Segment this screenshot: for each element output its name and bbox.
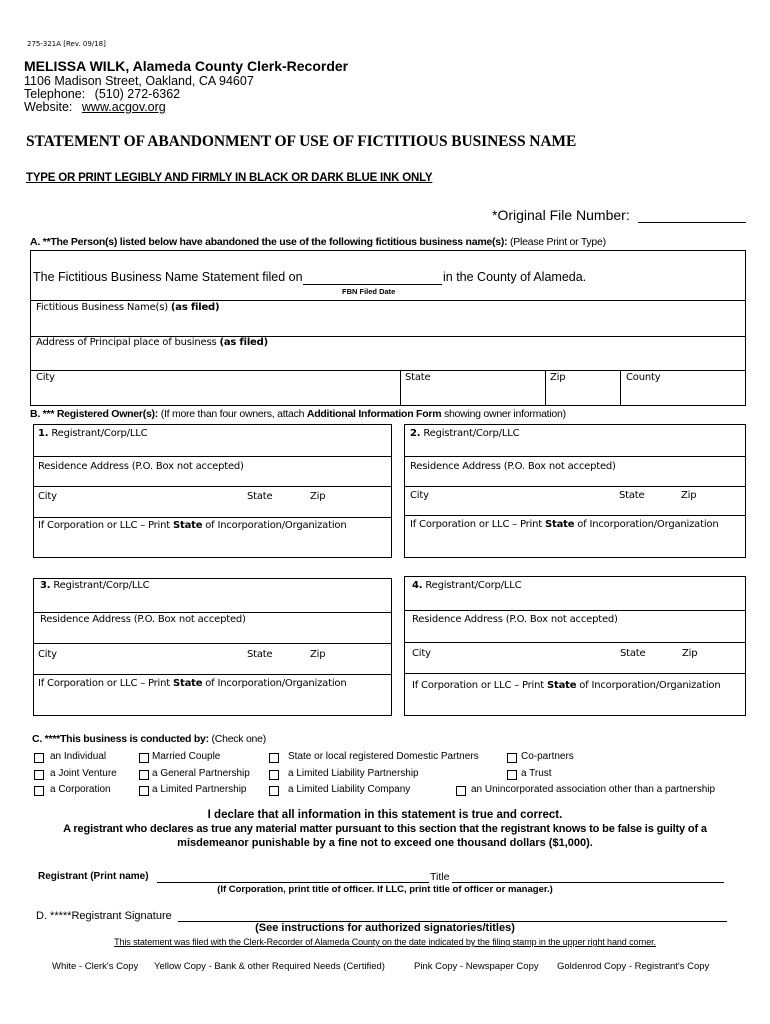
office-name: MELISSA WILK, Alameda County Clerk-Recorder — [24, 58, 349, 74]
registrant-4-box — [404, 576, 746, 716]
option-corporation: a Corporation — [50, 784, 111, 795]
option-trust: a Trust — [521, 768, 552, 779]
a-county-label: County — [626, 372, 661, 383]
declaration-line-2: A registrant who declares as true any material matter pursuant to this section that the registrant knows to be false is guilty of a — [63, 823, 707, 835]
section-c-note: (Check one) — [211, 733, 266, 745]
fbn-filed-date-caption: FBN Filed Date — [342, 287, 396, 296]
checkbox-joint-venture[interactable] — [34, 770, 44, 780]
declaration-line-3: misdemeanor punishable by a fine not to exceed one thousand dollars ($1,000). — [177, 837, 593, 849]
office-address: 1106 Madison Street, Oakland, CA 94607 — [24, 74, 254, 88]
original-file-number-field[interactable] — [638, 222, 746, 223]
title-note: (If Corporation, print title of officer. If LLC, print title of officer or manager.) — [217, 884, 553, 895]
telephone-label: Telephone: — [24, 87, 86, 101]
registrant-1-residence: Residence Address (P.O. Box not accepted) — [38, 461, 244, 472]
registrant-2-city: City — [410, 490, 429, 501]
ink-instruction: TYPE OR PRINT LEGIBLY AND FIRMLY IN BLACK OR DARK BLUE INK ONLY — [26, 172, 433, 184]
registrant-4-corp-state: If Corporation or LLC – Print State of Incorporation/Organization — [412, 680, 721, 691]
section-c-title: C. ****This business is conducted by: — [32, 733, 209, 745]
office-website — [24, 100, 166, 114]
registrant-3-label: 3. Registrant/Corp/LLC — [40, 580, 150, 591]
registrant-3-state: State — [247, 649, 273, 660]
copy-yellow: Yellow Copy - Bank & other Required Needs (Certified) — [154, 961, 385, 972]
checkbox-general-partnership[interactable] — [139, 770, 149, 780]
option-llp: a Limited Liability Partnership — [288, 768, 419, 779]
filed-note: This statement was filed with the Clerk-Recorder of Alameda County on the date indicated by the filing stamp in the upper right hand corner. — [114, 937, 656, 947]
section-c-heading — [32, 733, 266, 745]
registrant-print-name-field[interactable] — [157, 882, 429, 883]
registrant-3-residence: Residence Address (P.O. Box not accepted) — [40, 614, 246, 625]
section-a-title: A. **The Person(s) listed below have abandoned the use of the following fictitious business name(s): — [30, 236, 508, 248]
form-id: 275-321A [Rev. 09/18] — [27, 40, 106, 48]
checkbox-married-couple[interactable] — [139, 753, 149, 763]
option-married-couple: Married Couple — [152, 751, 221, 762]
checkbox-individual[interactable] — [34, 753, 44, 763]
a-zip-label: Zip — [550, 372, 566, 383]
option-unincorporated-association: an Unincorporated association other than a partnership — [471, 784, 716, 795]
option-limited-partnership: a Limited Partnership — [152, 784, 247, 795]
registrant-3-corp-state: If Corporation or LLC – Print State of Incorporation/Organization — [38, 678, 347, 689]
registrant-3-city: City — [38, 649, 57, 660]
registrant-2-corp-state: If Corporation or LLC – Print State of Incorporation/Organization — [410, 519, 719, 530]
title-label: Title — [430, 871, 450, 883]
registrant-3-zip: Zip — [310, 649, 326, 660]
section-a-heading — [30, 236, 606, 248]
registrant-2-label: 2. Registrant/Corp/LLC — [410, 428, 520, 439]
declaration-line-1: I declare that all information in this statement is true and correct. — [207, 809, 563, 821]
copy-goldenrod: Goldenrod Copy - Registrant's Copy — [557, 961, 710, 972]
registrant-2-zip: Zip — [681, 490, 697, 501]
checkbox-trust[interactable] — [507, 770, 517, 780]
section-b-heading: B. *** Registered Owner(s): (If more than four owners, attach Additional Information Form showing owner information) — [30, 408, 566, 420]
copy-pink: Pink Copy - Newspaper Copy — [414, 961, 539, 972]
business-names-label: Fictitious Business Name(s) (as filed) — [36, 302, 220, 313]
registrant-4-residence: Residence Address (P.O. Box not accepted) — [412, 614, 618, 625]
option-individual: an Individual — [50, 751, 107, 762]
checkbox-co-partners[interactable] — [507, 753, 517, 763]
registrant-4-city: City — [412, 648, 431, 659]
telephone-value: (510) 272-6362 — [94, 87, 181, 101]
option-co-partners: Co-partners — [521, 751, 574, 762]
checkbox-unincorporated-association[interactable] — [456, 786, 466, 796]
section-b-title: B. *** Registered Owner(s): — [30, 408, 159, 420]
section-a-note: (Please Print or Type) — [510, 236, 606, 248]
signature-label: D. *****Registrant Signature — [36, 910, 172, 922]
registrant-3-box — [33, 578, 392, 716]
checkbox-llc[interactable] — [269, 786, 279, 796]
registrant-4-zip: Zip — [682, 648, 698, 659]
title-field[interactable] — [452, 882, 724, 883]
checkbox-corporation[interactable] — [34, 786, 44, 796]
website-link[interactable]: www.acgov.org — [81, 100, 166, 114]
principal-address-label: Address of Principal place of business (as filed) — [36, 337, 268, 348]
registrant-4-state: State — [620, 648, 646, 659]
registrant-1-corp-state: If Corporation or LLC – Print State of Incorporation/Organization — [38, 520, 347, 531]
checkbox-domestic-partners[interactable] — [269, 753, 279, 763]
website-label: Website: — [24, 100, 73, 114]
a-state-label: State — [405, 372, 431, 383]
fbn-filed-date-field[interactable] — [303, 284, 442, 285]
option-joint-venture: a Joint Venture — [50, 768, 117, 779]
checkbox-llp[interactable] — [269, 770, 279, 780]
registrant-4-label: 4. Registrant/Corp/LLC — [412, 580, 522, 591]
signature-note: (See instructions for authorized signatories/titles) — [255, 922, 515, 934]
registrant-print-label: Registrant (Print name) — [38, 871, 149, 882]
a-city-label: City — [36, 372, 55, 383]
registrant-1-box — [33, 424, 392, 558]
original-file-number-label: *Original File Number: — [492, 207, 630, 223]
registrant-1-city: City — [38, 491, 57, 502]
fbn-statement-label — [33, 270, 303, 284]
copy-white: White - Clerk's Copy — [52, 961, 139, 972]
registrant-2-state: State — [619, 490, 645, 501]
registrant-1-state: State — [247, 491, 273, 502]
registrant-1-zip: Zip — [310, 491, 326, 502]
statement-pre: The Fictitious Business Name Statement filed on — [33, 270, 303, 284]
registrant-2-residence: Residence Address (P.O. Box not accepted) — [410, 461, 616, 472]
form-title: STATEMENT OF ABANDONMENT OF USE OF FICTITIOUS BUSINESS NAME — [26, 133, 577, 150]
option-domestic-partners: State or local registered Domestic Partners — [288, 751, 479, 762]
statement-post: in the County of Alameda. — [443, 270, 587, 284]
option-llc: a Limited Liability Company — [288, 784, 411, 795]
office-telephone — [24, 87, 180, 101]
registrant-1-label: 1. Registrant/Corp/LLC — [38, 428, 148, 439]
option-general-partnership: a General Partnership — [152, 768, 250, 779]
checkbox-limited-partnership[interactable] — [139, 786, 149, 796]
